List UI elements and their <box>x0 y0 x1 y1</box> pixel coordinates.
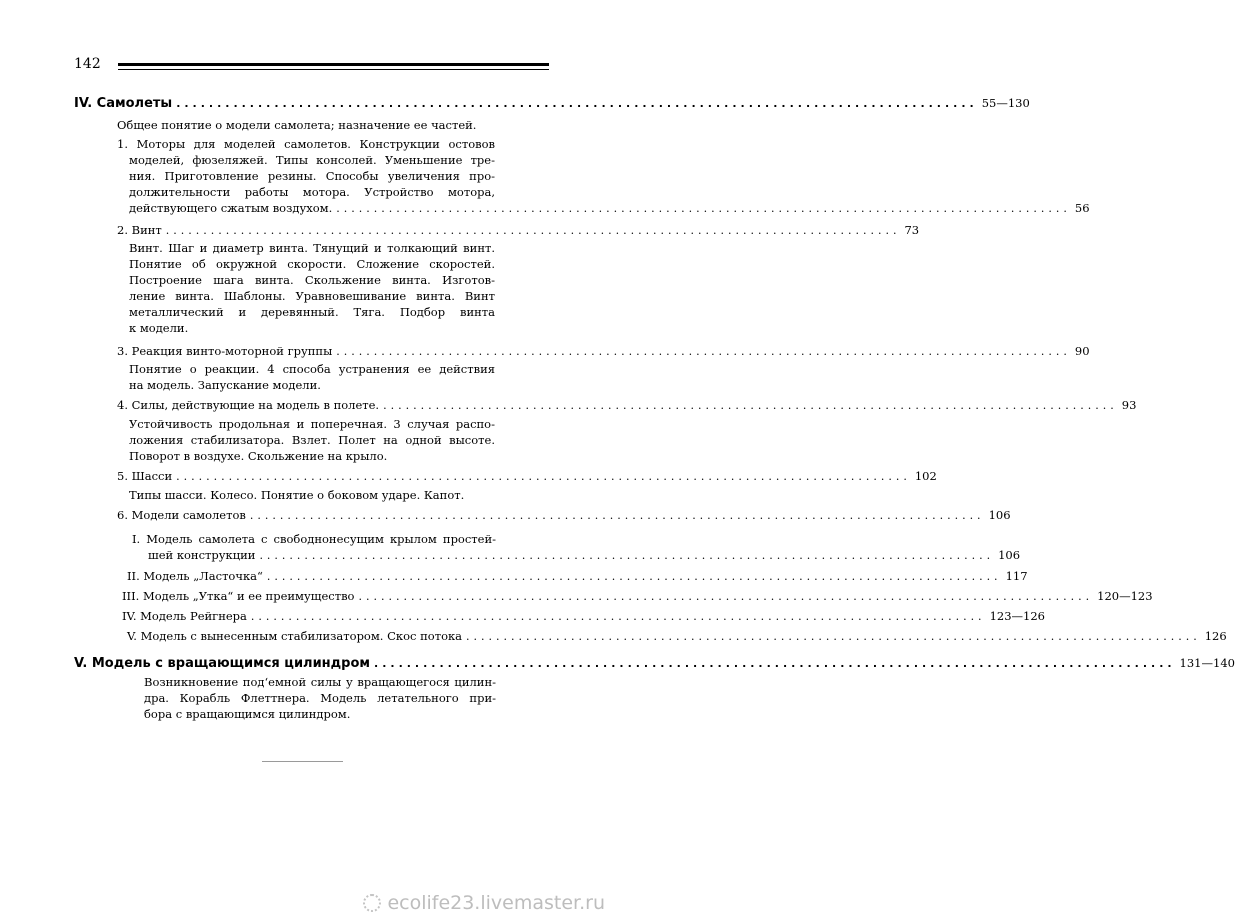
description-line: Возникновение под‘емной силы у вращающегося цилин- <box>144 675 496 689</box>
section-1-line: должительности работы мотора. Устройство мотора, <box>129 185 495 199</box>
section-5-description: Типы шасси. Колесо. Понятие о боковом ударе. Капот. <box>129 488 465 502</box>
model-v-entry <box>127 628 1227 645</box>
description-line: Винт. Шаг и диаметр винта. Тянущий и толкающий винт. <box>129 241 495 255</box>
section-1-last-line <box>129 200 1090 217</box>
leader-dots: .................................................................................................. <box>466 630 1201 643</box>
section-3-title: 3. Реакция винто-моторной группы <box>117 344 333 358</box>
leader-dots: .................................................................................................. <box>336 345 1071 358</box>
model-v-number: V. <box>127 629 137 643</box>
section-1-title: 1. Моторы для моделей самолетов. Конструкции остовов <box>117 137 495 151</box>
model-i-entry <box>132 531 496 547</box>
section-1-line: моделей, фюзеляжей. Типы консолей. Уменьшение тре- <box>129 153 495 167</box>
section-2-entry <box>117 222 920 239</box>
description-line: на модель. Запускание модели. <box>129 378 321 392</box>
model-iv-title: Модель Рейгнера <box>140 609 247 623</box>
section-5-entry <box>117 468 937 485</box>
model-v-page: 126 <box>1204 629 1227 643</box>
watermark-flower-icon <box>363 894 381 912</box>
leader-dots: .................................................................................................. <box>374 657 1176 670</box>
model-iii-number: III. <box>122 589 140 603</box>
chapter-iv-pages: 55—130 <box>981 96 1030 110</box>
leader-dots: .................................................................................................. <box>249 509 985 522</box>
leader-dots: .................................................................................................. <box>176 97 978 110</box>
leader-dots: .................................................................................................. <box>383 399 1118 412</box>
section-3-description <box>129 361 495 393</box>
description-line: ложения стабилизатора. Взлет. Полет на одной высоте. <box>129 433 495 447</box>
model-iii-entry <box>122 588 1153 605</box>
section-6-page: 106 <box>988 508 1011 522</box>
section-6-title: 6. Модели самолетов <box>117 508 246 522</box>
leader-dots: .................................................................................................. <box>259 549 995 562</box>
description-line: Понятие о реакции. 4 способа устранения ее действия <box>129 362 495 376</box>
model-i-title-line1: Модель самолета с свободнонесущим крылом простей- <box>146 532 497 546</box>
section-6-entry <box>117 507 1011 524</box>
section-1-line: ния. Приготовление резины. Способы увеличения про- <box>129 169 495 183</box>
model-ii-title: Модель „Ласточка“ <box>143 569 263 583</box>
description-line: к модели. <box>129 321 189 335</box>
section-1-line: действующего сжатым воздухом. <box>129 201 333 215</box>
section-4-description <box>129 416 495 464</box>
chapter-iv-title: IV. Самолеты <box>74 96 173 111</box>
watermark-text: ecolife23.livemaster.ru <box>387 892 605 914</box>
model-iv-entry <box>122 608 1045 625</box>
section-5-page: 102 <box>914 469 937 483</box>
section-4-page: 93 <box>1121 398 1137 412</box>
description-line: дра. Корабль Флеттнера. Модель летательного при- <box>144 691 496 705</box>
header-rule-thick <box>118 63 549 66</box>
page-number: 142 <box>74 56 101 72</box>
section-2-page: 73 <box>904 223 920 237</box>
model-i-number: I. <box>132 532 141 546</box>
model-iii-page: 120—123 <box>1097 589 1153 603</box>
section-5-title: 5. Шасси <box>117 469 173 483</box>
description-line: Устойчивость продольная и поперечная. 3 случая распо- <box>129 417 495 431</box>
description-line: ление винта. Шаблоны. Уравновешивание винта. Винт <box>129 289 495 303</box>
model-v-title: Модель с вынесенным стабилизатором. Скос потока <box>140 629 463 643</box>
model-i-line2 <box>148 547 1021 564</box>
section-2-description <box>129 240 495 336</box>
model-ii-number: II. <box>127 569 140 583</box>
model-i-page: 106 <box>998 548 1021 562</box>
model-ii-entry <box>127 568 1028 585</box>
description-line: бора с вращающимся цилиндром. <box>144 707 351 721</box>
description-line: Поворот в воздухе. Скольжение на крыло. <box>129 449 388 463</box>
leader-dots: .................................................................................................. <box>358 590 1094 603</box>
chapter-v-pages: 131—140 <box>1179 656 1235 670</box>
model-iv-number: IV. <box>122 609 137 623</box>
section-1-entry <box>117 136 495 200</box>
leader-dots: .................................................................................................. <box>266 570 1002 583</box>
section-4-entry <box>117 397 1137 414</box>
model-i-line1 <box>132 531 496 547</box>
header-rule-thin <box>118 69 549 70</box>
description-line: Построение шага винта. Скольжение винта. Изготов- <box>129 273 495 287</box>
leader-dots: .................................................................................................. <box>176 470 911 483</box>
description-line: Понятие об окружной скорости. Сложение скоростей. <box>129 257 495 271</box>
section-1-page: 56 <box>1074 201 1090 215</box>
section-4-title: 4. Силы, действующие на модель в полете. <box>117 398 380 412</box>
section-3-entry <box>117 343 1090 360</box>
chapter-iv-entry <box>74 95 1030 112</box>
section-3-page: 90 <box>1074 344 1090 358</box>
end-separator <box>262 761 343 762</box>
model-i-title-line2: шей конструкции <box>148 548 256 562</box>
model-ii-page: 117 <box>1005 569 1028 583</box>
chapter-v-title: V. Модель с вращающимся цилиндром <box>74 656 371 671</box>
model-iii-title: Модель „Утка“ и ее преимущество <box>142 589 355 603</box>
chapter-iv-intro: Общее понятие о модели самолета; назначение ее частей. <box>117 118 477 132</box>
chapter-v-description <box>144 674 496 722</box>
leader-dots: .................................................................................................. <box>336 202 1071 215</box>
watermark <box>363 892 605 914</box>
leader-dots: .................................................................................................. <box>250 610 986 623</box>
model-iv-page: 123—126 <box>989 609 1045 623</box>
section-2-title: 2. Винт <box>117 223 162 237</box>
description-line: металлический и деревянный. Тяга. Подбор винта <box>129 305 495 319</box>
chapter-v-entry <box>74 655 1235 672</box>
leader-dots: .................................................................................................. <box>165 224 901 237</box>
